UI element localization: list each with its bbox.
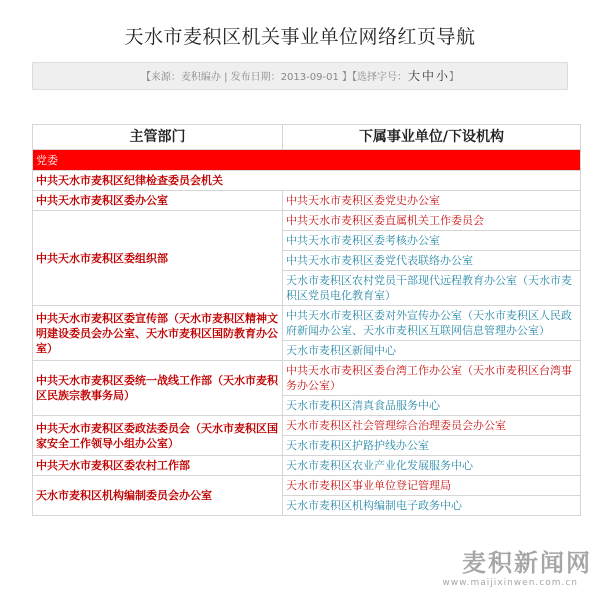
child-unit-link[interactable]: 中共天水市麦积区委党代表联络办公室 [286,254,473,267]
meta-end: 】 [449,72,460,83]
table-header-row [33,125,581,150]
source-value: 麦积编办 [180,72,221,83]
table-row [33,191,581,211]
child-unit-cell [283,211,581,231]
child-unit-link[interactable]: 天水市麦积区农村党员干部现代远程教育办公室（天水市麦积区党员电化教育室） [286,274,572,302]
parent-department[interactable]: 中共天水市麦积区纪律检查委员会机关 [33,171,581,191]
parent-department[interactable]: 中共天水市麦积区委宣传部（天水市麦积区精神文明建设委员会办公室、天水市麦积区国防教育办公室） [33,306,283,361]
article-meta [32,62,568,90]
font-size-small-link[interactable]: 小 [436,69,449,83]
child-unit-cell [283,396,581,416]
child-unit-cell [283,496,581,516]
table-row [33,416,581,436]
table-row [33,456,581,476]
table-row [33,361,581,396]
section-label: 党委 [33,150,581,171]
table-row [33,306,581,341]
child-unit-link[interactable]: 天水市麦积区机构编制电子政务中心 [286,499,462,512]
watermark-text: 麦积新闻网 [462,548,592,577]
watermark [392,548,592,598]
font-size-label: 】【选择字号： [342,72,407,83]
child-unit-link[interactable]: 中共天水市麦积区委直属机关工作委员会 [286,214,484,227]
child-unit-link[interactable]: 天水市麦积区护路护线办公室 [286,439,429,452]
font-size-large-link[interactable]: 大 [408,69,421,83]
child-unit-cell [283,251,581,271]
table-row [33,171,581,191]
watermark-url: www.maijixinwen.com.cn [442,578,578,588]
source-label: 【来源： [140,72,181,83]
child-unit-cell [283,306,581,341]
navigation-table [32,124,581,516]
column-header-department: 主管部门 [33,125,283,150]
parent-department[interactable]: 中共天水市麦积区委统一战线工作部（天水市麦积区民族宗教事务局） [33,361,283,416]
child-unit-cell [283,436,581,456]
child-unit-link[interactable]: 天水市麦积区事业单位登记管理局 [286,479,451,492]
child-unit-cell [283,341,581,361]
child-unit-cell [283,416,581,436]
child-unit-cell [283,361,581,396]
child-unit-cell [283,271,581,306]
child-unit-cell [283,456,581,476]
font-size-medium-link[interactable]: 中 [422,69,435,83]
date-value: 2013-09-01 [280,72,339,83]
page-title: 天水市麦积区机关事业单位网络红页导航 [124,26,476,48]
parent-department[interactable]: 中共天水市麦积区委农村工作部 [33,456,283,476]
child-unit-link[interactable]: 中共天水市麦积区委党史办公室 [286,194,440,207]
date-label: | 发布日期： [224,72,281,83]
child-unit-cell [283,476,581,496]
child-unit-link[interactable]: 中共天水市麦积区委考核办公室 [286,234,440,247]
child-unit-cell [283,191,581,211]
section-header-row [33,150,581,171]
child-unit-link[interactable]: 天水市麦积区农业产业化发展服务中心 [286,459,473,472]
parent-department[interactable]: 天水市麦积区机构编制委员会办公室 [33,476,283,516]
child-unit-link[interactable]: 天水市麦积区新闻中心 [286,344,396,357]
child-unit-link[interactable]: 中共天水市麦积区委对外宣传办公室（天水市麦积区人民政府新闻办公室、天水市麦积区互联网信息管理办公室） [286,309,572,337]
parent-department[interactable]: 中共天水市麦积区委办公室 [33,191,283,211]
child-unit-cell [283,231,581,251]
child-unit-link[interactable]: 中共天水市麦积区委台湾工作办公室（天水市麦积区台湾事务办公室） [286,364,572,392]
parent-department[interactable]: 中共天水市麦积区委组织部 [33,211,283,306]
table-row [33,476,581,496]
table-row [33,211,581,231]
parent-department[interactable]: 中共天水市麦积区委政法委员会（天水市麦积区国家安全工作领导小组办公室） [33,416,283,456]
column-header-units: 下属事业单位/下设机构 [283,125,581,150]
child-unit-link[interactable]: 天水市麦积区社会管理综合治理委员会办公室 [286,419,506,432]
child-unit-link[interactable]: 天水市麦积区清真食品服务中心 [286,399,440,412]
